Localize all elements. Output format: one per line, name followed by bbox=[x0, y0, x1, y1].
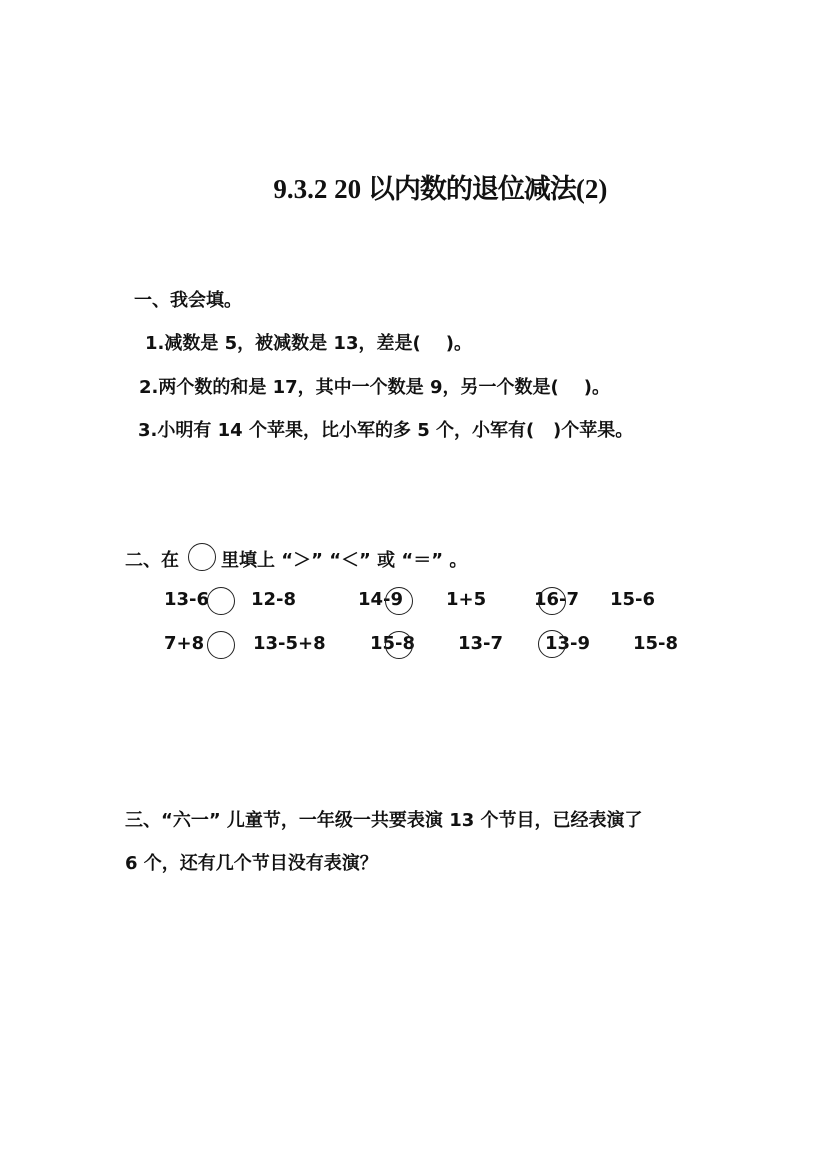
title-main: 以内数的退位减法 bbox=[367, 174, 576, 205]
row1-expr-4: 1+5 bbox=[446, 589, 487, 610]
answer-circle-6[interactable] bbox=[538, 630, 566, 658]
answer-circle-1[interactable] bbox=[207, 587, 235, 615]
title-suffix: (2) bbox=[575, 174, 608, 204]
answer-circle-2[interactable] bbox=[385, 587, 413, 615]
row1-expr-5: 16-7 bbox=[534, 589, 580, 610]
section1-heading: 一、我会填。 bbox=[134, 290, 242, 311]
title-prefix: 9.3.2 20 bbox=[273, 174, 368, 204]
page-title bbox=[0, 136, 826, 206]
row2-expr-1: 7+8 bbox=[164, 633, 205, 654]
row1-expr-3: 14-9 bbox=[358, 589, 404, 610]
section2-heading-prefix: 二、在 bbox=[125, 550, 179, 571]
row2-expr-2: 13-5+8 bbox=[253, 633, 326, 654]
section1-item-2: 2.两个数的和是 17，其中一个数是 9，另一个数是( )。 bbox=[139, 377, 610, 398]
row2-expr-3: 15-8 bbox=[370, 633, 416, 654]
answer-circle-4[interactable] bbox=[207, 631, 235, 659]
section1-item-1: 1.减数是 5，被减数是 13，差是( )。 bbox=[145, 333, 472, 354]
row2-expr-4: 13-7 bbox=[458, 633, 504, 654]
section3-line-1: 三、“六一” 儿童节，一年级一共要表演 13 个节目，已经表演了 bbox=[125, 810, 643, 831]
answer-circle-5[interactable] bbox=[385, 631, 413, 659]
row2-expr-6: 15-8 bbox=[633, 633, 679, 654]
heading-circle-icon bbox=[188, 543, 216, 571]
section3-line-2: 6 个，还有几个节目没有表演？ bbox=[125, 853, 378, 874]
row1-expr-2: 12-8 bbox=[251, 589, 297, 610]
answer-circle-3[interactable] bbox=[538, 587, 566, 615]
row1-expr-1: 13-6 bbox=[164, 589, 210, 610]
section2-heading-suffix: 里填上 “＞” “＜” 或 “＝” 。 bbox=[221, 550, 468, 571]
row1-expr-6: 15-6 bbox=[610, 589, 656, 610]
section1-item-3: 3.小明有 14 个苹果，比小军的多 5 个，小军有( )个苹果。 bbox=[138, 420, 634, 441]
row2-expr-5: 13-9 bbox=[545, 633, 591, 654]
